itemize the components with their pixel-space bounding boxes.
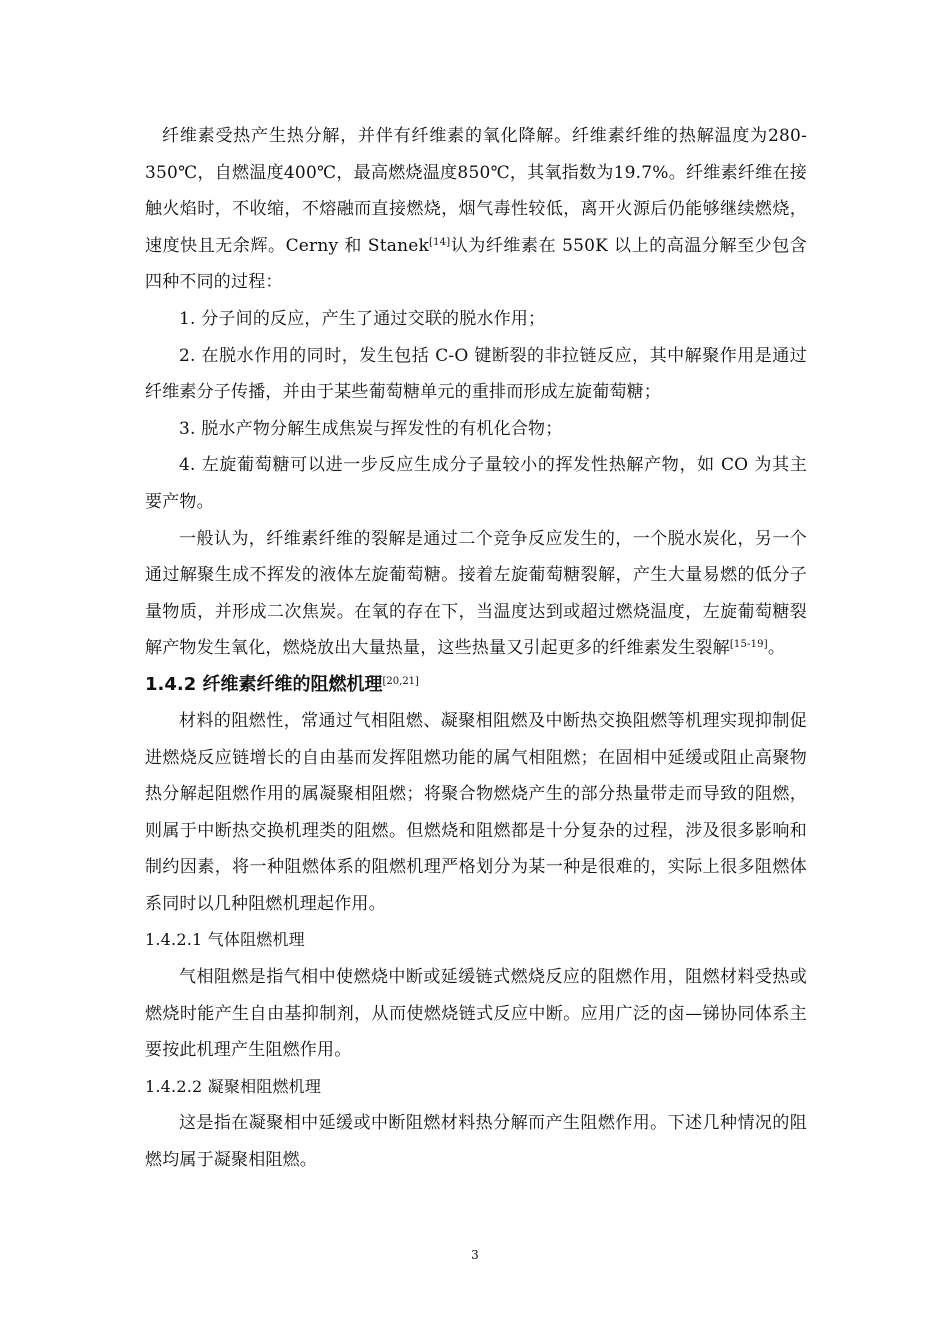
paragraph-text-tail: 认为纤维素在 550K 以上的高温分解至少包含四种不同的过程：	[145, 235, 807, 293]
paragraph-flame-retardancy: 材料的阻燃性，常通过气相阻燃、凝聚相阻燃及中断热交换阻燃等机理实现抑制促进燃烧反应链增长的自由基而发挥阻燃功能的属气相阻燃；在固相中延缓或阻止高聚物热分解起阻燃作用的属凝聚相阻燃；将聚合物燃烧产生的部分热量带走而导致的阻燃，则属于中断热交换机理类的阻燃。但燃烧和阻燃都是十分复杂的过程，涉及很多影响和制约因素，将一种阻燃体系的阻燃机理严格划分为某一种是很难的，实际上很多阻燃体系同时以几种阻燃机理起作用。	[145, 710, 807, 914]
list-item-4: 4. 左旋葡萄糖可以进一步反应生成分子量较小的挥发性热解产物，如 CO 为其主要产物。	[145, 455, 807, 512]
paragraph-text: 一般认为，纤维素纤维的裂解是通过二个竞争反应发生的，一个脱水炭化，另一个通过解聚生成不挥发的液体左旋葡萄糖。接着左旋葡萄糖裂解，产生大量易燃的低分子量物质，并形成二次焦炭。在氧的存在下，当温度达到或超过燃烧温度，左旋葡萄糖裂解产物发生氧化，燃烧放出大量热量，这些热量又引起更多的纤维素发生裂解	[145, 528, 807, 659]
document-body	[145, 118, 807, 1179]
subsection-heading-gas-phase: 1.4.2.1 气体阻燃机理	[145, 930, 305, 950]
paragraph-condensed-phase: 这是指在凝聚相中延缓或中断阻燃材料热分解而产生阻燃作用。下述几种情况的阻燃均属于凝聚相阻燃。	[145, 1113, 807, 1171]
paragraph-gas-phase: 气相阻燃是指气相中使燃烧中断或延缓链式燃烧反应的阻燃作用，阻燃材料受热或燃烧时能产生自由基抑制剂，从而使燃烧链式反应中断。应用广泛的卤—锑协同体系主要按此机理产生阻燃作用。	[145, 967, 807, 1061]
paragraph-text-tail: 。	[767, 638, 786, 659]
citation-ref: [14]	[429, 236, 451, 248]
section-heading-text: 1.4.2 纤维素纤维的阻燃机理	[145, 673, 383, 695]
paragraph-cellulose-pyrolysis	[145, 118, 807, 301]
section-heading	[145, 667, 807, 703]
page-number: 3	[471, 1248, 479, 1262]
subsection-heading-condensed-phase: 1.4.2.2 凝聚相阻燃机理	[145, 1076, 322, 1096]
citation-ref: [20,21]	[382, 675, 419, 687]
list-item-2: 2. 在脱水作用的同时，发生包括 C-O 键断裂的非拉链反应，其中解聚作用是通过纤维素分子传播，并由于某些葡萄糖单元的重排而形成左旋葡萄糖；	[145, 345, 807, 403]
list-item-1: 1. 分子间的反应，产生了通过交联的脱水作用；	[179, 308, 546, 329]
paragraph-competing-reactions	[145, 521, 807, 667]
list-item-3: 3. 脱水产物分解生成焦炭与挥发性的有机化合物；	[179, 418, 563, 439]
paragraph-text: 纤维素受热产生热分解，并伴有纤维素的氧化降解。纤维素纤维的热解温度为280-350℃，自燃温度400℃，最高燃烧温度850℃，其氧指数为19.7%。纤维素纤维在接触火焰时，不收缩，不熔融而直接燃烧，烟气毒性较低，离开火源后仍能够继续燃烧，速度快且无余辉。Cerny 和 Stanek	[145, 126, 807, 256]
citation-ref: [15-19]	[729, 639, 768, 651]
